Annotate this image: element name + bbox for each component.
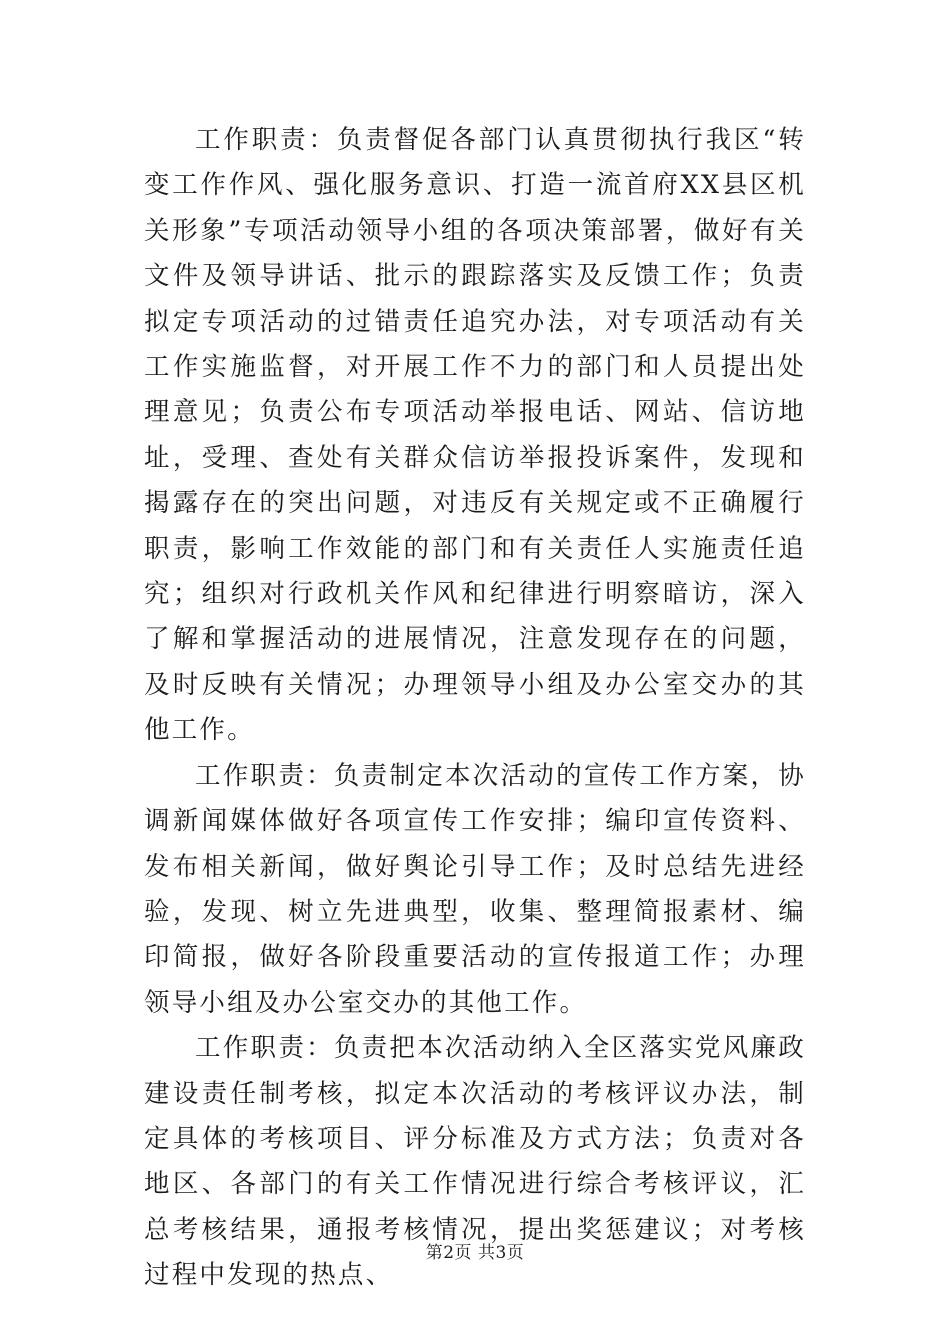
document-body [144, 118, 806, 1299]
paragraph-publicity-duties: 工作职责：负责制定本次活动的宣传工作方案，协调新闻媒体做好各项宣传工作安排；编印宣传资料、发布相关新闻，做好舆论引导工作；及时总结先进经验，发现、树立先进典型，收集、整理简报素材、编印简报，做好各阶段重要活动的宣传报道工作；办理领导小组及办公室交办的其他工作。 [144, 760, 806, 1018]
paragraph-supervision-duties: 工作职责：负责督促各部门认真贯彻执行我区“转变工作作风、强化服务意识、打造一流首府XX县区机关形象”专项活动领导小组的各项决策部署，做好有关文件及领导讲话、批示的跟踪落实及反馈工作；负责拟定专项活动的过错责任追究办法，对专项活动有关工作实施监督，对开展工作不力的部门和人员提出处理意见；负责公布专项活动举报电话、网站、信访地址，受理、查处有关群众信访举报投诉案件，发现和揭露存在的突出问题，对违反有关规定或不正确履行职责，影响工作效能的部门和有关责任人实施责任追究；组织对行政机关作风和纪律进行明察暗访，深入了解和掌握活动的进展情况，注意发现存在的问题，及时反映有关情况；办理领导小组及办公室交办的其他工作。 [144, 125, 806, 746]
paragraph-assessment-duties: 工作职责：负责把本次活动纳入全区落实党风廉政建设责任制考核，拟定本次活动的考核评议办法，制定具体的考核项目、评分标准及方式方法；负责对各地区、各部门的有关工作情况进行综合考核评议，汇总考核结果，通报考核情况，提出奖惩建议；对考核过程中发现的热点、 [144, 1033, 806, 1291]
page-number-footer: 第2页 共3页 [425, 1243, 525, 1263]
